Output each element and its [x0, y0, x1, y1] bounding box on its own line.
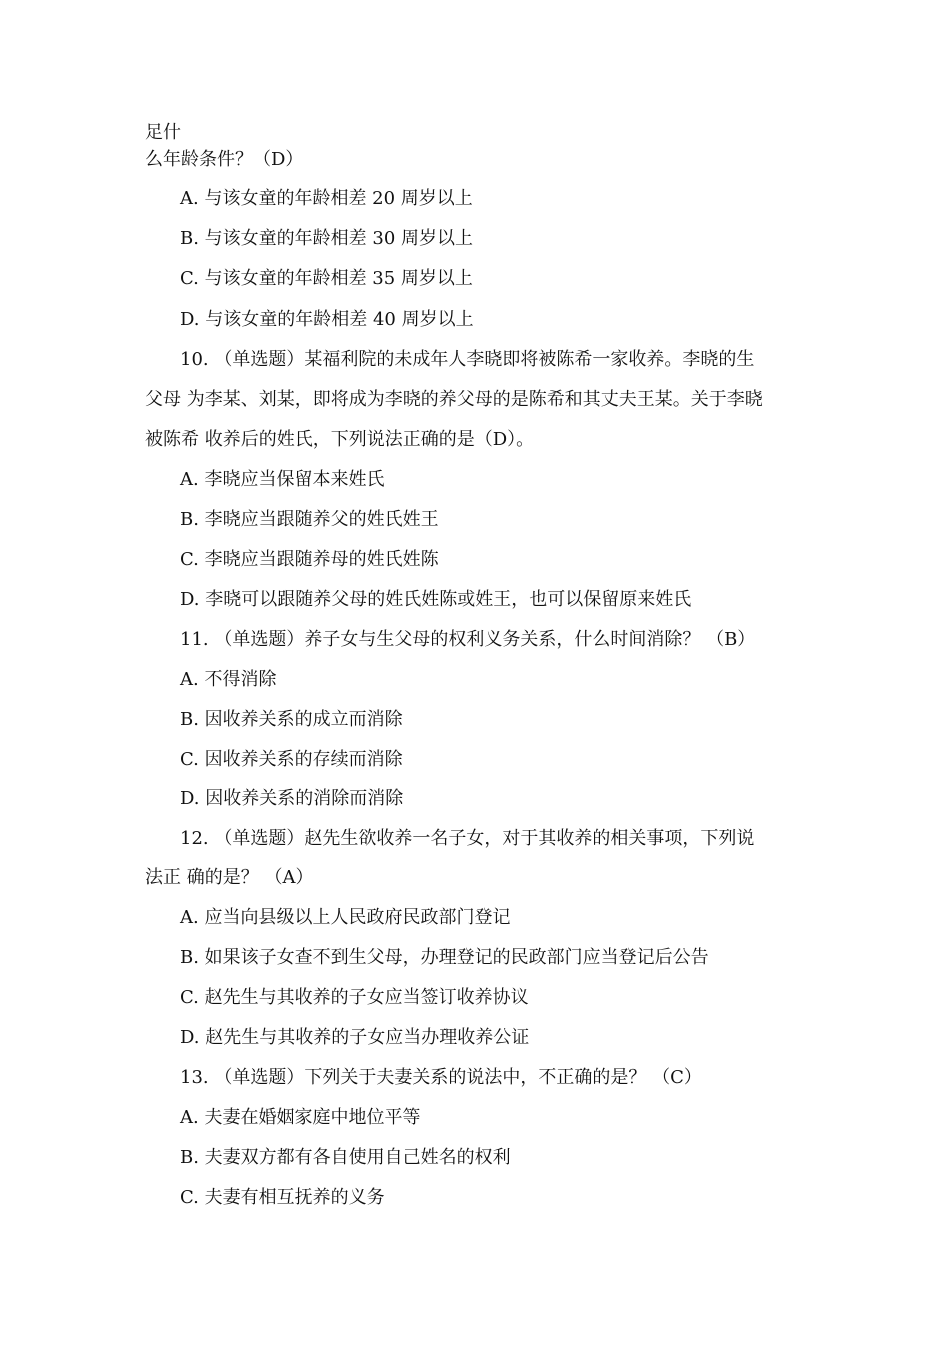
question-12-text-line-2: 法正 确的是？ （A） [145, 867, 314, 888]
question-9-option-a: A. 与该女童的年龄相差 20 周岁以上 [180, 188, 473, 209]
question-11-option-c: C. 因收养关系的存续而消除 [180, 749, 403, 770]
question-10-text-line-3: 被陈希 收养后的姓氏，下列说法正确的是（D）。 [145, 429, 535, 450]
question-9-option-d: D. 与该女童的年龄相差 40 周岁以上 [180, 309, 474, 330]
question-9-text-line-2: 么年龄条件？（D） [145, 149, 304, 170]
question-13-option-b: B. 夫妻双方都有各自使用自己姓名的权利 [180, 1147, 511, 1168]
question-11-text-line-1: 11. （单选题）养子女与生父母的权利义务关系，什么时间消除？ （B） [180, 629, 756, 650]
question-9-text-line-1: 足什 [145, 122, 181, 143]
question-13-option-a: A. 夫妻在婚姻家庭中地位平等 [180, 1107, 421, 1128]
question-13-text-line-1: 13. （单选题）下列关于夫妻关系的说法中，不正确的是？ （C） [180, 1067, 702, 1088]
question-9-option-c: C. 与该女童的年龄相差 35 周岁以上 [180, 268, 473, 289]
question-10-text-line-2: 父母 为李某、刘某，即将成为李晓的养父母的是陈希和其丈夫王某。关于李晓 [145, 389, 763, 410]
question-11-option-a: A. 不得消除 [180, 669, 277, 690]
question-13-option-c: C. 夫妻有相互抚养的义务 [180, 1187, 385, 1208]
question-12-option-c: C. 赵先生与其收养的子女应当签订收养协议 [180, 987, 529, 1008]
question-10-option-c: C. 李晓应当跟随养母的姓氏姓陈 [180, 549, 439, 570]
question-12-text-line-1: 12. （单选题）赵先生欲收养一名子女，对于其收养的相关事项，下列说 [180, 828, 755, 849]
question-9-option-b: B. 与该女童的年龄相差 30 周岁以上 [180, 228, 474, 249]
question-10-option-b: B. 李晓应当跟随养父的姓氏姓王 [180, 509, 439, 530]
question-10-option-d: D. 李晓可以跟随养父母的姓氏姓陈或姓王，也可以保留原来姓氏 [180, 589, 692, 610]
question-12-option-a: A. 应当向县级以上人民政府民政部门登记 [180, 907, 511, 928]
question-11-option-d: D. 因收养关系的消除而消除 [180, 788, 404, 809]
question-10-text-line-1: 10. （单选题）某福利院的未成年人李晓即将被陈希一家收养。李晓的生 [180, 349, 755, 370]
question-10-option-a: A. 李晓应当保留本来姓氏 [180, 469, 385, 490]
question-12-option-b: B. 如果该子女查不到生父母，办理登记的民政部门应当登记后公告 [180, 947, 709, 968]
question-12-option-d: D. 赵先生与其收养的子女应当办理收养公证 [180, 1027, 530, 1048]
question-11-option-b: B. 因收养关系的成立而消除 [180, 709, 403, 730]
